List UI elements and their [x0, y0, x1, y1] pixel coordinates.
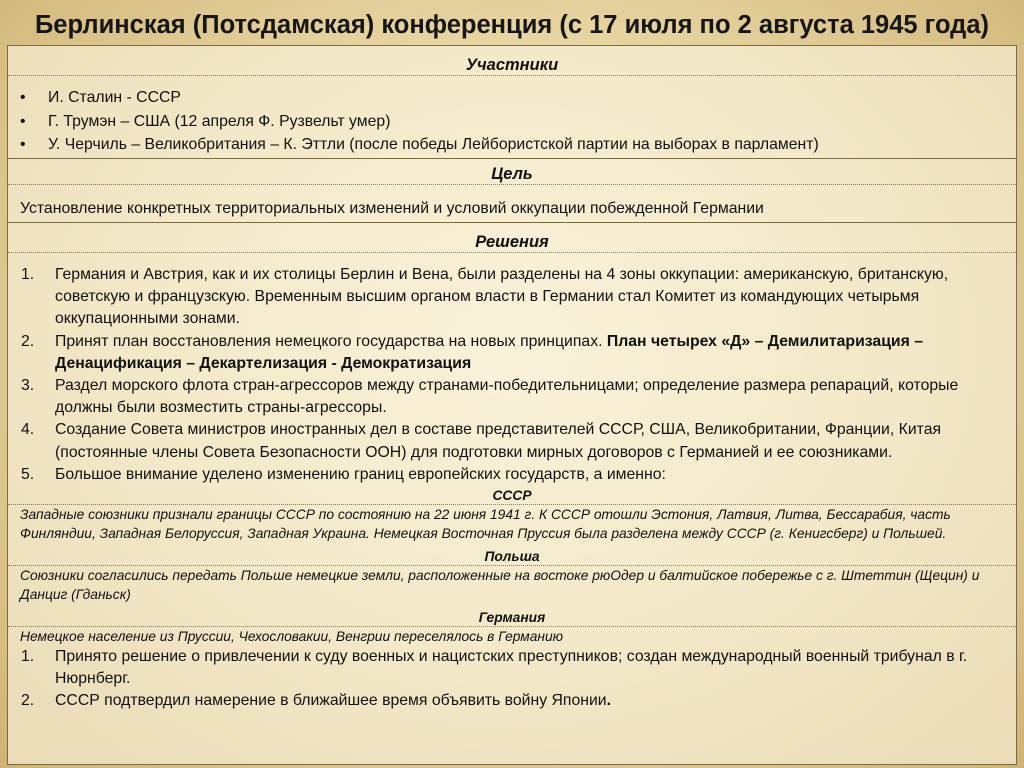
extra-item-1 [8, 646, 1016, 690]
bold-period: . [606, 692, 612, 710]
item-number: 5. [21, 465, 35, 483]
item-number: 1. [21, 648, 35, 666]
item-number: 4. [21, 421, 35, 439]
list-item [8, 86, 1016, 110]
border-text-germany: Немецкое население из Пруссии, Чехословакии, Венгрии переселялось в Германию [20, 629, 564, 645]
bullet-icon: • [20, 89, 26, 106]
decision-text: Раздел морского флота стран-агрессоров между странами-победительницами; определение размера репараций, которые должны были возместить страны-агрессоры. [55, 377, 959, 417]
heading-rule [8, 626, 1016, 627]
decision-item-5 [8, 464, 1016, 486]
decision-text: Большое внимание уделено изменению границ европейских государств, а именно: [55, 465, 666, 483]
participants-heading-text: Участники [465, 56, 559, 74]
decisions-section [8, 231, 1016, 713]
participants-list [8, 86, 1016, 157]
border-text-ussr: Западные союзники признали границы СССР по состоянию на 22 июня 1941 г. К СССР отошли Эстония, Латвия, Литва, Бессарабия, часть Финляндии, Западная Белоруссия, Западная Украина. Немецкая Восточная Пруссия была разделена между СССР (г. Кенигсберг) и Польшей. [20, 507, 951, 542]
heading-rule [8, 252, 1016, 253]
decisions-heading-text: Решения [475, 233, 549, 251]
bullet-icon: • [20, 136, 26, 153]
section-divider [8, 222, 1016, 223]
four-d-plan: План четырех «Д» – Демилитаризация – Денацификация – Декартелизация - Демократизация [55, 332, 924, 372]
border-heading-text: СССР [492, 488, 532, 504]
heading-rule [8, 75, 1016, 76]
border-heading-poland [8, 547, 1016, 566]
decision-item-4 [8, 419, 1016, 463]
item-number: 1. [21, 266, 35, 283]
list-item [8, 133, 1016, 157]
participants-heading [8, 54, 1016, 76]
decision-text: Создание Совета министров иностранных дел в составе представителей СССР, США, Великобритании, Франции, Китая (постоянные члены Совета Безопасности ООН) для подготовки мирных договоров с Германией и ее союзниками. [55, 421, 942, 461]
participant-stalin: И. Сталин - СССР [48, 89, 181, 106]
participants-section [8, 54, 1016, 157]
page-title: Берлинская (Потсдамская) конференция (с 17 июля по 2 августа 1945 года) [34, 11, 990, 39]
heading-rule [8, 184, 1016, 185]
participant-truman: Г. Трумэн – США (12 апреля Ф. Рузвельт умер) [48, 112, 391, 130]
extra-item-2 [8, 690, 1016, 712]
border-heading-ussr [8, 486, 1016, 505]
heading-rule [8, 565, 1016, 566]
goal-heading-text: Цель [491, 165, 533, 183]
extra-decisions-list [8, 646, 1016, 713]
goal-text: Установление конкретных территориальных изменений и условий оккупации побежденной Германии [20, 200, 764, 217]
border-heading-text: Польша [484, 549, 540, 565]
heading-rule [8, 504, 1016, 505]
goal-section [8, 163, 1016, 221]
participant-churchill: У. Черчиль – Великобритания – К. Эттли (после победы Лейбористской партии на выборах в парламент) [48, 136, 819, 153]
decision-text: Принят план восстановления немецкого государства на новых принципах. [55, 332, 607, 350]
decisions-list [8, 264, 1016, 486]
item-number: 2. [21, 332, 35, 350]
extra-text: Принято решение о привлечении к суду военных и нацистских преступников; создан международный военный трибунал в г. Нюрнберг. [55, 648, 968, 688]
item-number: 2. [21, 692, 35, 710]
border-heading-germany [8, 608, 1016, 627]
decision-item-3 [8, 375, 1016, 419]
border-heading-text: Германия [478, 610, 546, 626]
list-item [8, 110, 1016, 134]
border-text-poland: Союзники согласились передать Польше немецкие земли, расположенные на востоке рюОдер и балтийское побережье с г. Штеттин (Щецин) и Данциг (Гданьск) [20, 568, 980, 603]
section-divider [8, 158, 1016, 159]
bullet-icon: • [20, 112, 26, 130]
goal-heading [8, 163, 1016, 185]
decisions-heading [8, 231, 1016, 253]
summary-table [7, 45, 1017, 765]
extra-text: СССР подтвердил намерение в ближайшее время объявить войну Японии [55, 692, 607, 710]
item-number: 3. [21, 377, 35, 395]
decision-text: Германия и Австрия, как и их столицы Берлин и Вена, были разделены на 4 зоны оккупации: американскую, британскую, советскую и французскую. Временным высшим органом власти в Германии стал Комитет из командующих четырьмя оккупационными зонами. [55, 266, 949, 328]
decision-item-2 [8, 331, 1016, 375]
decision-item-1 [8, 264, 1016, 331]
